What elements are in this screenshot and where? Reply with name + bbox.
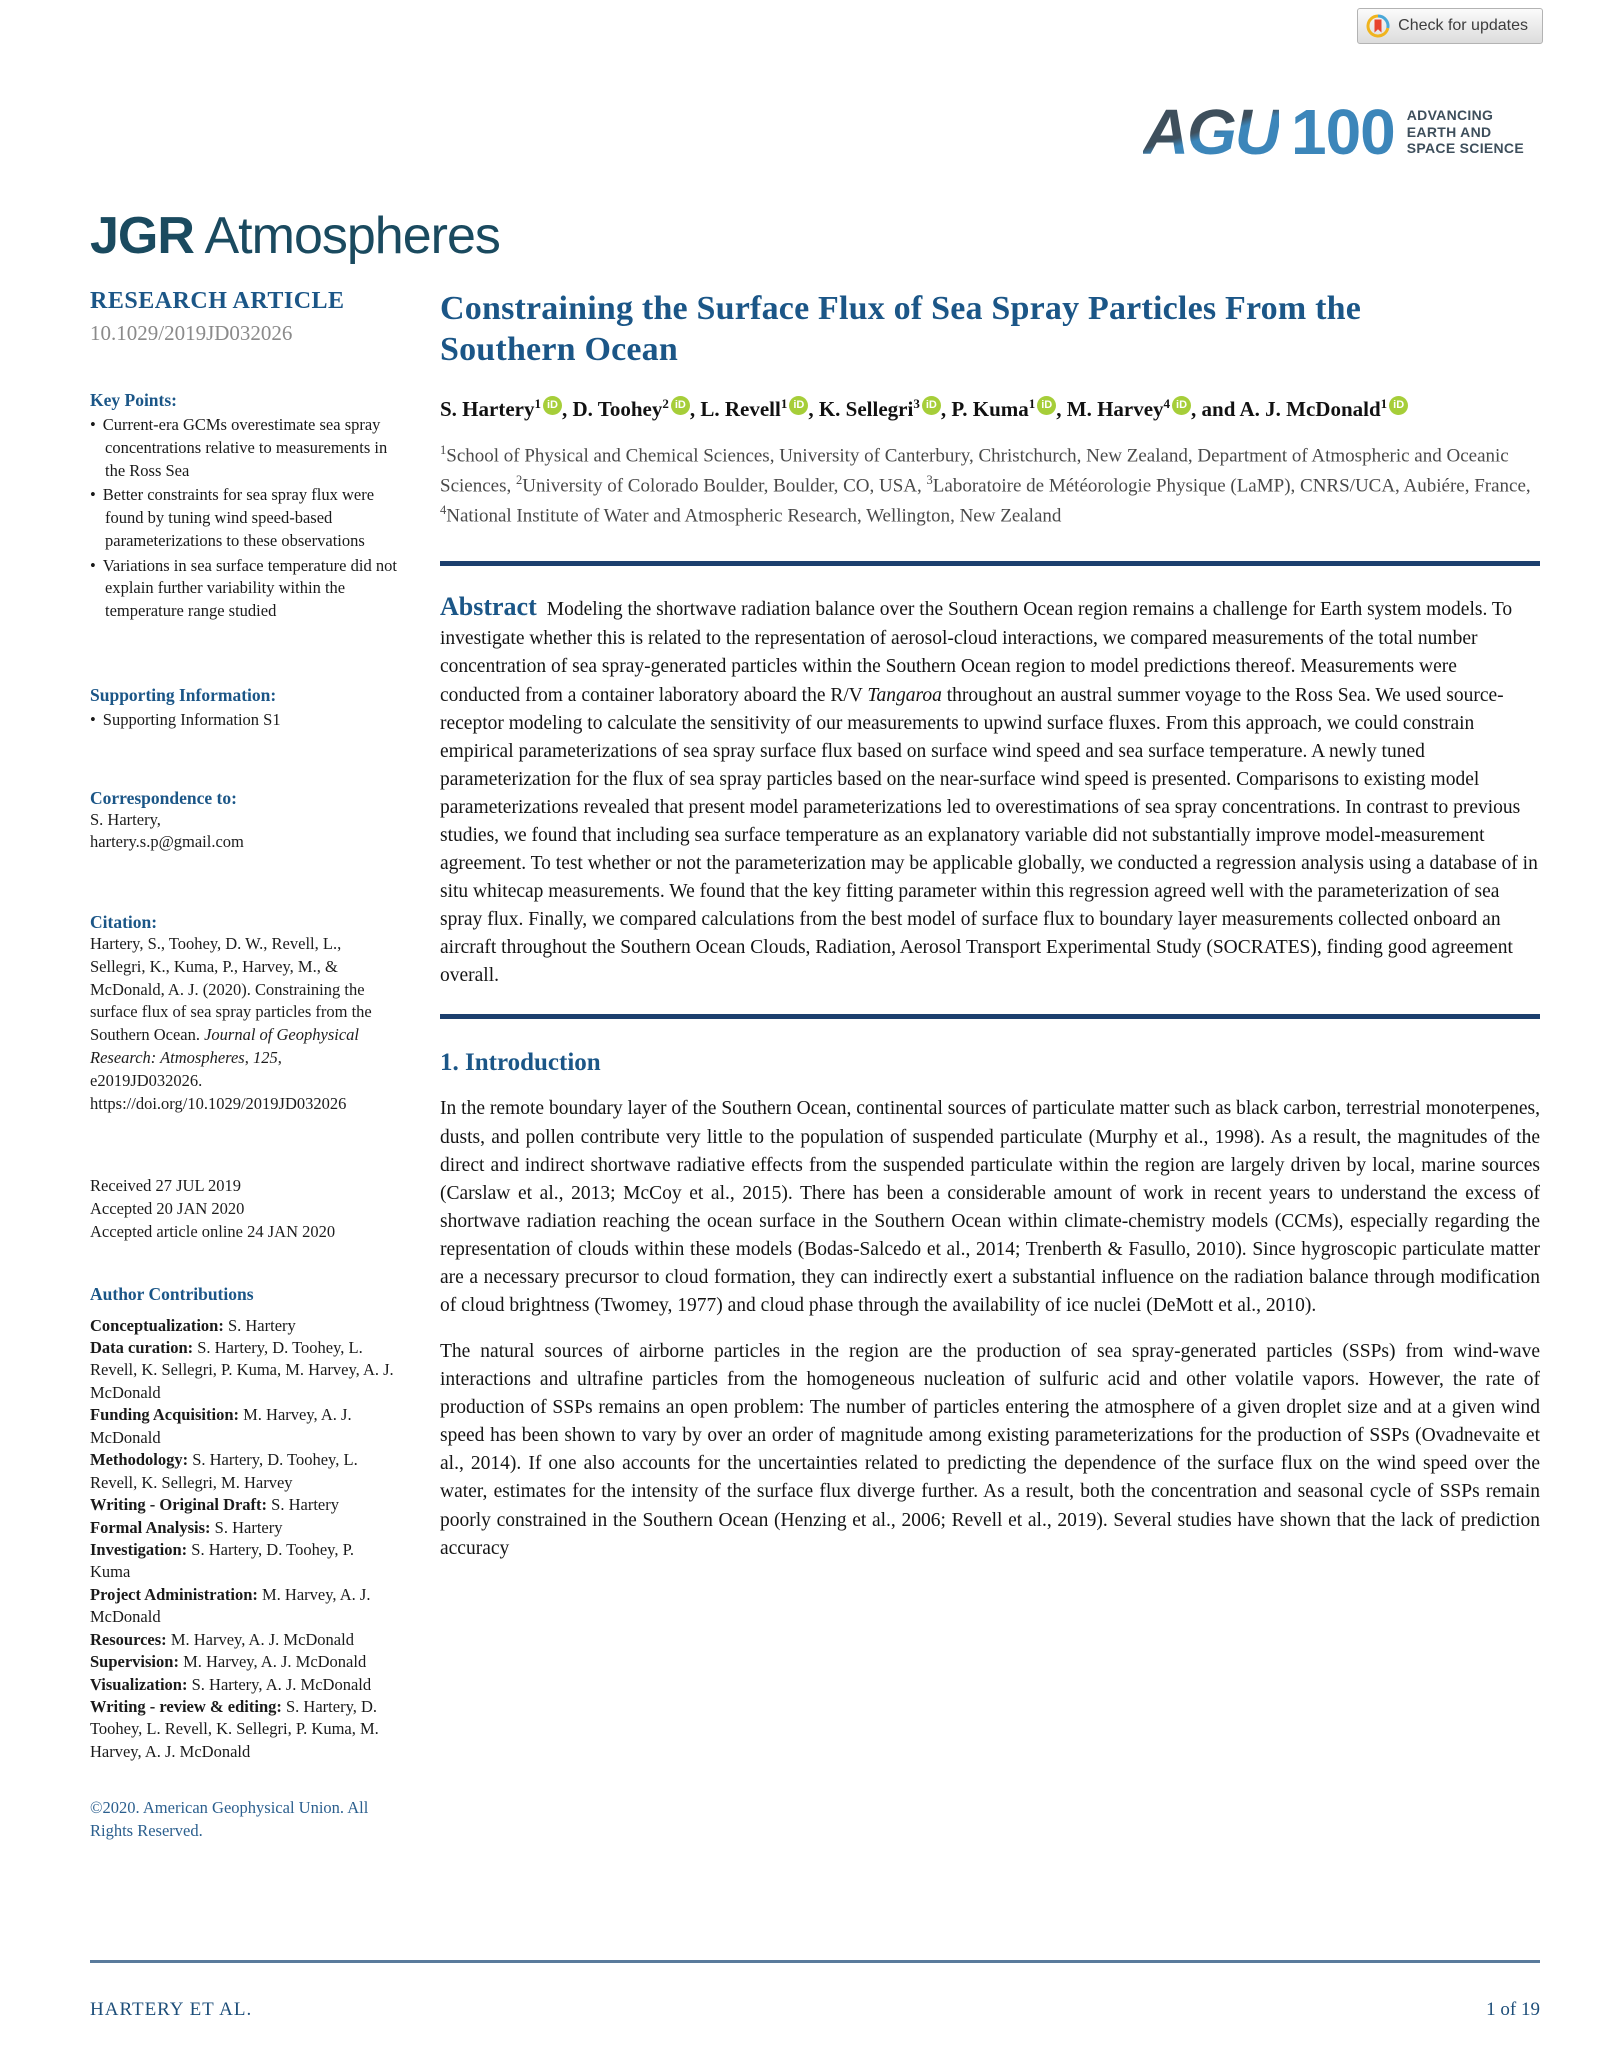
citation-heading: Citation: <box>90 912 158 933</box>
author: S. Hartery$^1$ iD , <box>440 395 573 421</box>
check-for-updates-icon <box>1366 14 1390 38</box>
abstract: Abstract Modeling the shortwave radiation balance over the Southern Ocean region remains a challenge for Earth system models. To investigate whether this is related to the representation of aerosol-cloud interactions, we compared measurements of the total number concentration of sea spray-generated particles within the Southern Ocean region to model predictions thereof. Measurements were conducted from a container laboratory aboard the R/V Tangaroa throughout an austral summer voyage to the Ross Sea. We used source-receptor modeling to calculate the sensitivity of our measurements to upwind surface fluxes. From this approach, we could constrain empirical parameterizations of sea spray surface flux based on surface wind speed and sea surface temperature. A newly tuned parameterization for the flux of sea spray particles based on the near-surface wind speed is presented. Comparisons to existing model parameterizations revealed that present model parameterizations led to overestimations of sea spray concentrations. In contrast to previous studies, we found that including sea surface temperature as an explanatory variable did not substantially improve model-measurement agreement. To test whether or not the parameterization may be applicable globally, we conducted a regression analysis using a database of in situ whitecap measurements. We found that the key fitting parameter within this regression agreed well with the parameterization of sea spray flux. Finally, we compared calculations from the best model of surface flux to boundary layer measurements collected onboard an aircraft throughout the Southern Ocean Clouds, Radiation, Aerosol Transport Experimental Study (SOCRATES), finding good agreement overall. <box>440 591 1538 987</box>
supporting-information-heading: Supporting Information: <box>90 684 277 705</box>
orcid-icon[interactable]: iD <box>671 396 690 415</box>
journal-title <box>90 207 1540 265</box>
contribution-entry: Investigation: S. Hartery, D. Toohey, P. Kuma <box>90 1539 355 1582</box>
orcid-icon[interactable]: iD <box>1172 396 1191 415</box>
contribution-entry: Project Administration: M. Harvey, A. J. McDonald <box>90 1584 371 1627</box>
article-history <box>90 1175 398 1243</box>
content-columns <box>0 262 1600 1843</box>
key-point-item: • Variations in sea surface temperature did not explain further variability within the temperature range studied <box>90 555 398 623</box>
contribution-entry: Visualization: S. Hartery, A. J. McDonald <box>90 1674 372 1694</box>
agu-logo-100: 100 <box>1290 96 1395 168</box>
contribution-entry: Conceptualization: S. Hartery <box>90 1315 296 1335</box>
author: and A. J. McDonald$^1$ iD <box>1202 397 1409 421</box>
orcid-icon[interactable]: iD <box>789 396 808 415</box>
citation-text: Hartery, S., Toohey, D. W., Revell, L., Sellegri, K., Kuma, P., Harvey, M., & McDonald, A. J. (2020). Constraining the surface flux of sea spray particles from the Southern Ocean. Journal of Geophysical Research: Atmospheres, 125, e2019JD032026. https://doi.org/10.1029/2019JD032026 <box>90 934 372 1113</box>
author: L. Revell$^1$ iD , <box>700 395 819 421</box>
received-date: Received 27 JUL 2019 <box>90 1176 242 1196</box>
article-type-label: RESEARCH ARTICLE <box>90 288 345 314</box>
author-contributions-list <box>90 1315 398 1764</box>
abstract-heading: Abstract <box>440 591 537 621</box>
author-contributions-heading: Author Contributions <box>90 1283 254 1304</box>
page-footer <box>90 1960 1540 2021</box>
orcid-icon[interactable]: iD <box>922 396 941 415</box>
running-head: HARTERY ET AL. <box>90 1999 253 2020</box>
journal-title-name: Atmospheres <box>204 207 500 265</box>
supporting-information-list <box>90 709 398 732</box>
agu-logo <box>1142 96 1524 168</box>
correspondence-name: S. Hartery, <box>90 809 161 829</box>
author: K. Sellegri$^3$ iD , <box>818 395 952 421</box>
orcid-icon[interactable]: iD <box>543 396 562 415</box>
supporting-information-item: • Supporting Information S1 <box>90 709 398 732</box>
key-point-item: • Current-era GCMs overestimate sea spray concentrations relative to measurements in the Ross Sea <box>90 414 398 482</box>
sidebar <box>90 288 398 1843</box>
introduction-heading: 1. Introduction <box>440 1049 601 1077</box>
contribution-entry: Funding Acquisition: M. Harvey, A. J. McDonald <box>90 1405 352 1447</box>
orcid-icon[interactable]: iD <box>1389 396 1408 415</box>
contribution-entry: Methodology: S. Hartery, D. Toohey, L. Revell, K. Sellegri, M. Harvey <box>90 1450 358 1492</box>
agu-logo-word: AGU <box>1142 96 1279 168</box>
affiliations: $^1$School of Physical and Chemical Sciences, University of Canterbury, Christchurch, New Zealand, Department of Atmospheric and Oceanic Sciences, $^2$University of Colorado Boulder, Boulder, CO, USA, $^3$Laboratoire de Météorologie Physique (LaMP), CNRS/UCA, Aubiére, France, $^4$National Institute of Water and Atmospheric Research, Wellington, New Zealand <box>440 443 1531 527</box>
article-title: Constraining the Surface Flux of Sea Spray Particles From the Southern Ocean <box>440 290 1361 369</box>
contribution-entry: Supervision: M. Harvey, A. J. McDonald <box>90 1652 367 1672</box>
key-points-list <box>90 414 398 623</box>
accepted-online-date: Accepted article online 24 JAN 2020 <box>90 1221 336 1241</box>
correspondence-email[interactable]: hartery.s.p@gmail.com <box>90 832 244 852</box>
key-point-item: • Better constraints for sea spray flux were found by tuning wind speed-based parameterizations to these observations <box>90 484 398 552</box>
contribution-entry: Resources: M. Harvey, A. J. McDonald <box>90 1629 354 1649</box>
contribution-entry: Data curation: S. Hartery, D. Toohey, L. Revell, K. Sellegri, P. Kuma, M. Harvey, A. J. McDonald <box>90 1338 394 1402</box>
correspondence-heading: Correspondence to: <box>90 787 237 808</box>
author: M. Harvey$^4$ iD , <box>1066 395 1202 421</box>
contribution-entry: Writing - review & editing: S. Hartery, D. Toohey, L. Revell, K. Sellegri, P. Kuma, M. Harvey, A. J. McDonald <box>90 1697 379 1761</box>
journal-title-abbrev: JGR <box>90 207 194 265</box>
main-column <box>440 288 1540 1843</box>
footer-divider <box>90 1960 1540 1963</box>
copyright-notice: ©2020. American Geophysical Union. All Rights Reserved. <box>90 1798 369 1841</box>
section-divider <box>440 1014 1540 1019</box>
doi-text: 10.1029/2019JD032026 <box>90 321 293 345</box>
orcid-icon[interactable]: iD <box>1037 396 1056 415</box>
section-divider <box>440 561 1540 566</box>
author: P. Kuma$^1$ iD , <box>951 395 1067 421</box>
contribution-entry: Writing - Original Draft: S. Hartery <box>90 1495 339 1515</box>
accepted-date: Accepted 20 JAN 2020 <box>90 1199 245 1219</box>
page-number: 1 of 19 <box>1486 1999 1540 2020</box>
author-list <box>440 393 1540 426</box>
agu-logo-tagline: ADVANCING EARTH AND SPACE SCIENCE <box>1406 107 1524 157</box>
author: D. Toohey$^2$ iD , <box>572 395 701 421</box>
introduction-paragraph: The natural sources of airborne particles in the region are the production of sea spray-generated particles (SSPs) from wind-wave interactions and ultrafine particles from the homogeneous nucleation of sulfuric acid and other volatile vapors. However, the rate of production of SSPs remains an open problem: The number of particles entering the atmosphere of a given droplet size and at a given wind speed has been shown to vary by over an order of magnitude among existing parameterizations for the production of SSPs (Ovadnevaite et al., 2014). If one also accounts for the uncertainties related to predicting the dependence of the surface flux on the wind speed over the water, estimates for the intensity of the surface flux diverge further. As a result, both the concentration and seasonal cycle of SSPs remain poorly constrained in the Southern Ocean (Henzing et al., 2006; Revell et al., 2019). Several studies have shown that the lack of prediction accuracy <box>440 1341 1540 1559</box>
introduction-paragraph: In the remote boundary layer of the Southern Ocean, continental sources of particulate matter such as black carbon, terrestrial monoterpenes, dusts, and pollen contribute very little to the population of suspended particulate (Murphy et al., 1998). As a result, the magnitudes of the direct and indirect shortwave radiative effects from the suspended particulate within the region are largely driven by local, marine sources (Carslaw et al., 2013; McCoy et al., 2015). There has been a considerable amount of work in recent years to understand the excess of shortwave radiation reaching the ocean surface in the Southern Ocean within climate-chemistry models (CCMs), especially regarding the representation of clouds within these models (Bodas-Salcedo et al., 2014; Trenberth & Fasullo, 2010). Since hygroscopic particulate matter are a necessary precursor to cloud formation, they can indirectly exert a substantial influence on the radiation balance through modification of cloud brightness (Twomey, 1977) and cloud phase through the availability of ice nuclei (DeMott et al., 2010). <box>440 1098 1540 1316</box>
key-points-heading: Key Points: <box>90 390 178 410</box>
check-for-updates-button[interactable] <box>1357 8 1543 44</box>
check-for-updates-label: Check for updates <box>1398 17 1528 34</box>
contribution-entry: Formal Analysis: S. Hartery <box>90 1517 283 1537</box>
